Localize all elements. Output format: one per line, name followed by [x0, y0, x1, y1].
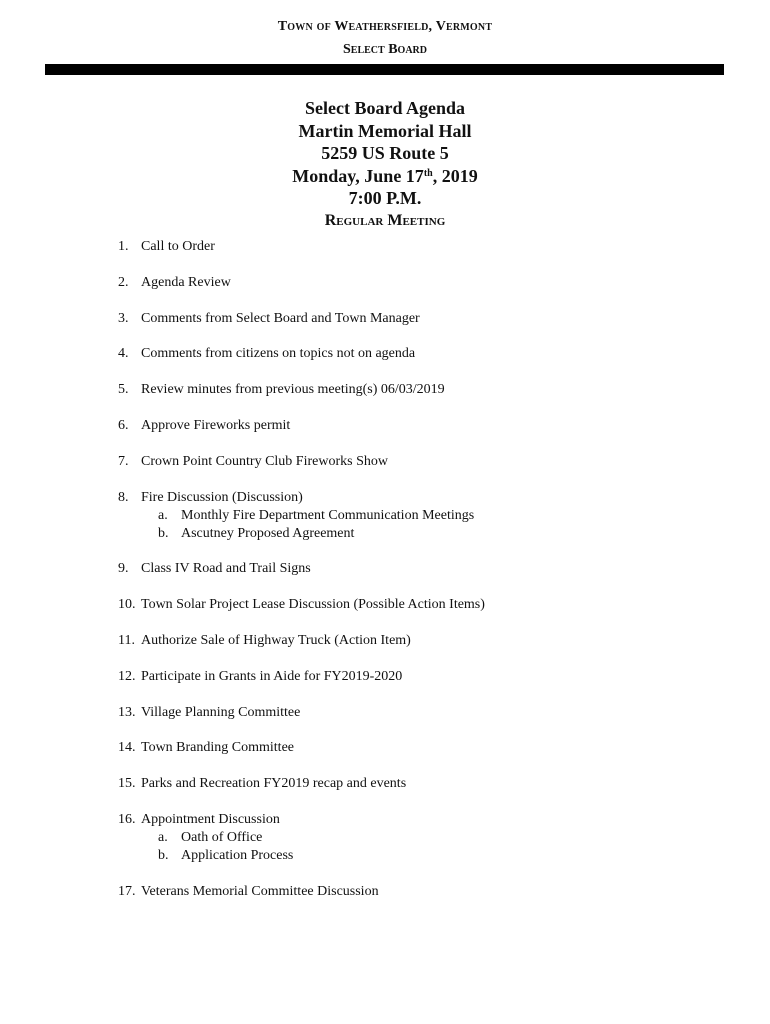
- agenda-item-number: 8.: [118, 489, 129, 505]
- agenda-item: [118, 775, 406, 793]
- agenda-subitem-text: Monthly Fire Department Communication Meetings: [181, 507, 475, 523]
- agenda-title-block: [0, 97, 770, 232]
- meeting-date-year: , 2019: [432, 165, 478, 186]
- meeting-time: 7:00 P.M.: [348, 188, 422, 208]
- agenda-item-number: 14.: [118, 740, 136, 756]
- agenda-subitem: [158, 847, 293, 865]
- agenda-item: [118, 560, 311, 578]
- agenda-subitem: [158, 829, 262, 847]
- agenda-subitem-text: Ascutney Proposed Agreement: [181, 525, 355, 541]
- agenda-item-number: 1.: [118, 239, 129, 254]
- agenda-item: [118, 668, 402, 686]
- agenda-subitem-letter: b.: [158, 525, 169, 541]
- agenda-item-number: 17.: [118, 883, 136, 899]
- agenda-item-number: 5.: [118, 382, 129, 398]
- agenda-item-text: Comments from citizens on topics not on agenda: [141, 346, 416, 362]
- agenda-item-number: 2.: [118, 274, 129, 290]
- agenda-item-number: 11.: [118, 633, 135, 648]
- agenda-item-number: 3.: [118, 310, 129, 326]
- meeting-date-prefix: Monday, June 17: [292, 165, 424, 186]
- document-header-town: Town of Weathersfield, Vermont: [277, 19, 493, 34]
- agenda-subitem-letter: a.: [158, 507, 168, 523]
- agenda-item-text: Appointment Discussion: [141, 812, 280, 827]
- header-divider: [45, 64, 724, 75]
- agenda-item: [118, 704, 300, 722]
- agenda-item-text: Parks and Recreation FY2019 recap and events: [141, 776, 407, 792]
- agenda-item: [118, 883, 379, 901]
- agenda-item-number: 16.: [118, 812, 136, 827]
- agenda-subitem-letter: b.: [158, 848, 169, 863]
- agenda-item-number: 9.: [118, 561, 129, 577]
- agenda-item-text: Village Planning Committee: [141, 704, 301, 720]
- agenda-item: [118, 274, 231, 292]
- agenda-item-number: 12.: [118, 668, 136, 684]
- agenda-item-number: 6.: [118, 418, 129, 433]
- agenda-item: [118, 632, 411, 650]
- agenda-item-text: Authorize Sale of Highway Truck (Action Item): [141, 633, 411, 648]
- agenda-item-text: Approve Fireworks permit: [141, 418, 291, 433]
- agenda-subitem-text: Application Process: [181, 848, 294, 863]
- agenda-item-text: Call to Order: [141, 239, 215, 254]
- agenda-subitem-letter: a.: [158, 830, 168, 845]
- agenda-item: [118, 453, 388, 471]
- meeting-date: [0, 165, 770, 188]
- agenda-item: [118, 417, 290, 435]
- agenda-item-number: 4.: [118, 346, 129, 362]
- agenda-item-text: Town Solar Project Lease Discussion (Possible Action Items): [141, 597, 485, 613]
- agenda-item-text: Crown Point Country Club Fireworks Show: [141, 453, 388, 469]
- meeting-type: Regular Meeting: [324, 211, 446, 229]
- agenda-item-text: Veterans Memorial Committee Discussion: [141, 883, 379, 899]
- agenda-item-text: Town Branding Committee: [141, 740, 295, 756]
- agenda-item: [118, 489, 303, 507]
- agenda-subitem: [158, 525, 354, 543]
- agenda-item: [118, 345, 415, 363]
- meeting-address: 5259 US Route 5: [321, 143, 449, 163]
- meeting-location: Martin Memorial Hall: [298, 120, 472, 141]
- agenda-item-text: Review minutes from previous meeting(s) 06/03/2019: [141, 382, 445, 398]
- agenda-item: [118, 238, 215, 256]
- agenda-item: [118, 739, 294, 757]
- agenda-subitem-text: Oath of Office: [181, 830, 263, 845]
- agenda-item-number: 15.: [118, 776, 136, 792]
- agenda-item-number: 13.: [118, 704, 136, 720]
- agenda-item-text: Class IV Road and Trail Signs: [141, 561, 311, 577]
- document-header-board: Select Board: [343, 42, 427, 57]
- agenda-subitem: [158, 507, 474, 525]
- agenda-item-number: 7.: [118, 453, 129, 469]
- agenda-title: Select Board Agenda: [305, 98, 465, 118]
- agenda-item: [118, 811, 280, 829]
- agenda-item-text: Agenda Review: [141, 274, 231, 290]
- agenda-item: [118, 596, 485, 614]
- agenda-item-text: Fire Discussion (Discussion): [141, 489, 303, 505]
- agenda-item-text: Participate in Grants in Aide for FY2019-2020: [141, 668, 403, 684]
- agenda-item-text: Comments from Select Board and Town Manager: [141, 310, 420, 326]
- agenda-item: [118, 310, 420, 328]
- meeting-date-suffix: th: [423, 167, 433, 179]
- agenda-item-number: 10.: [118, 597, 136, 613]
- agenda-item: [118, 381, 445, 399]
